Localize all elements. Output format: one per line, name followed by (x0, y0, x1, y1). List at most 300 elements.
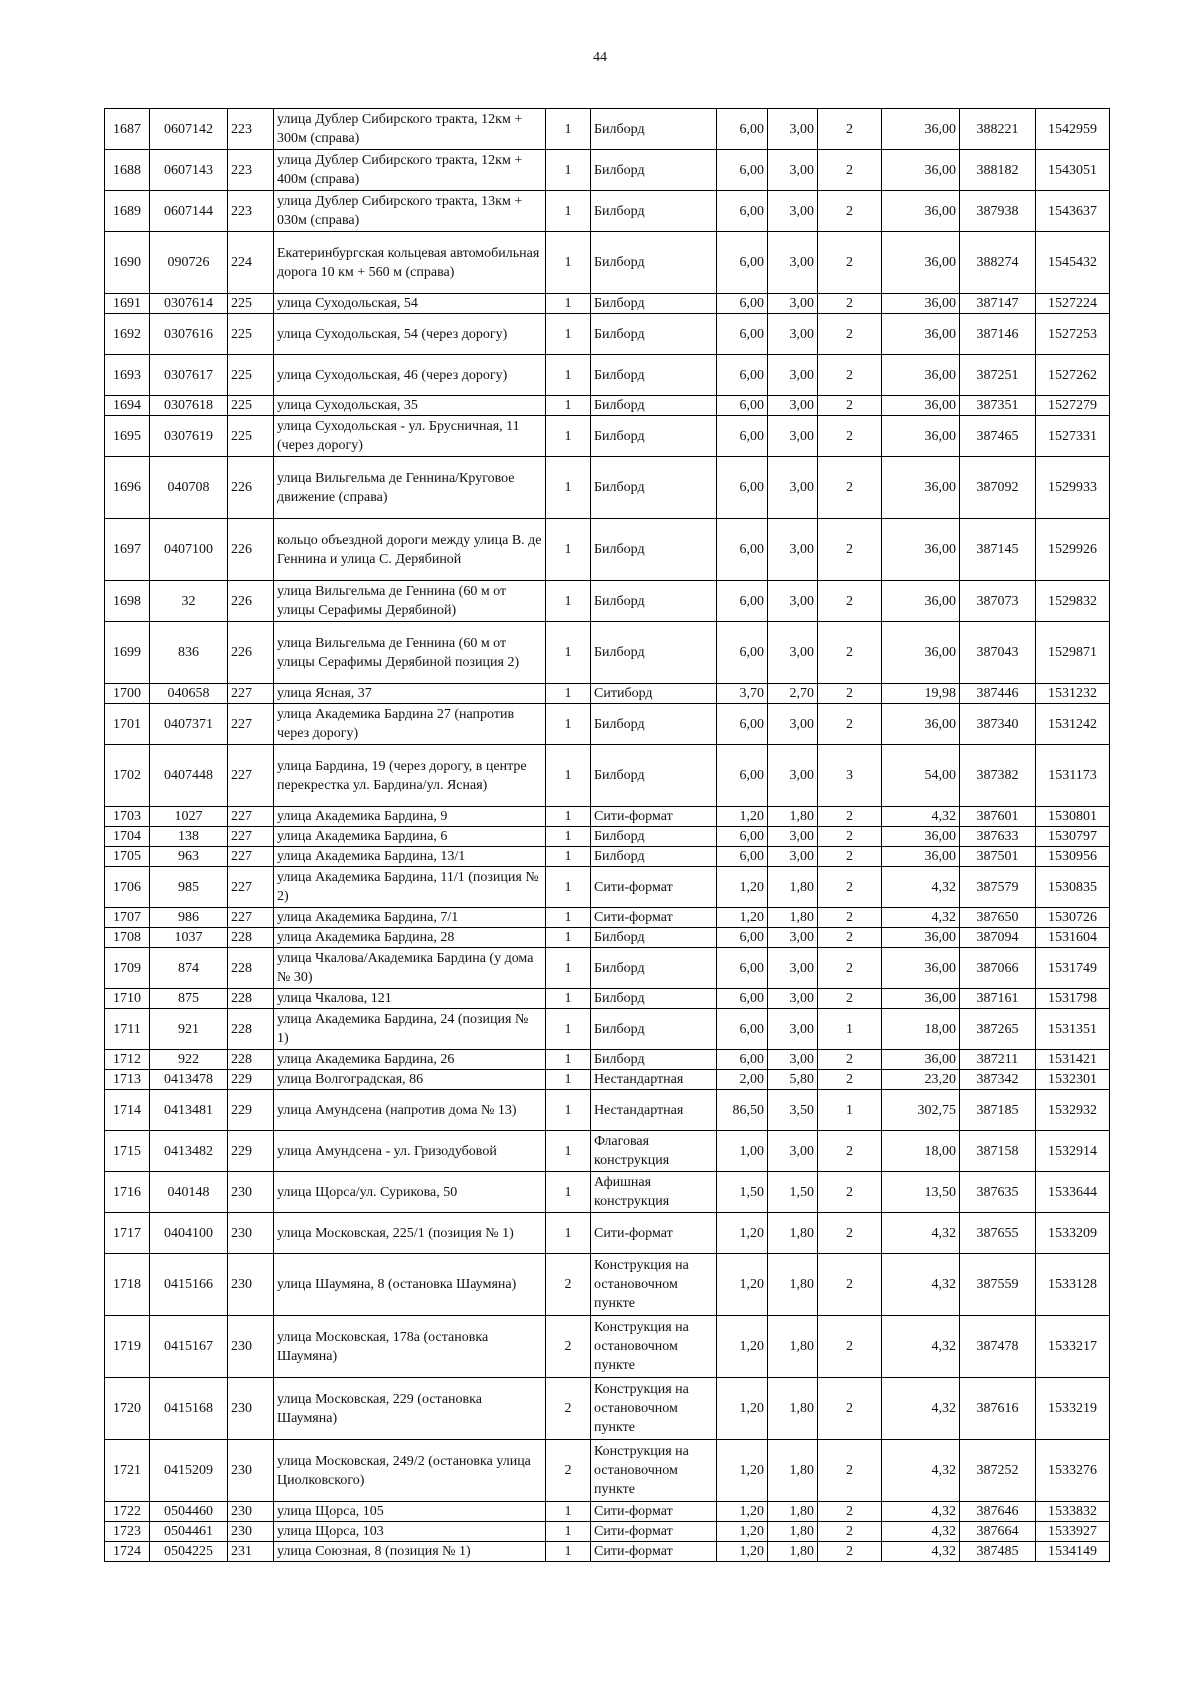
cell-construction-type: Билборд (591, 745, 717, 807)
cell-coord-x: 387265 (960, 1009, 1036, 1050)
cell-address: улица Суходольская - ул. Брусничная, 11 (через дорогу) (274, 416, 546, 457)
cell-construction-code: 138 (150, 827, 228, 847)
cell-width: 1,20 (717, 1542, 768, 1562)
cell-height: 1,80 (768, 908, 818, 928)
cell-coord-y: 1531173 (1036, 745, 1110, 807)
cell-coord-y: 1543051 (1036, 150, 1110, 191)
table-row (105, 191, 1110, 232)
cell-width: 6,00 (717, 1009, 768, 1050)
cell-sides-count: 1 (546, 191, 591, 232)
cell-faces-count: 2 (818, 948, 882, 989)
cell-construction-type: Конструкция на остановочном пункте (591, 1316, 717, 1378)
cell-coord-x: 387478 (960, 1316, 1036, 1378)
cell-coord-y: 1532914 (1036, 1131, 1110, 1172)
cell-construction-type: Конструкция на остановочном пункте (591, 1254, 717, 1316)
cell-width: 6,00 (717, 745, 768, 807)
cell-faces-count: 2 (818, 416, 882, 457)
cell-construction-code: 0407100 (150, 519, 228, 581)
cell-construction-type: Сити-формат (591, 1502, 717, 1522)
table-row (105, 827, 1110, 847)
cell-row-number: 1690 (105, 232, 150, 294)
cell-coord-y: 1530835 (1036, 867, 1110, 908)
cell-construction-code: 0413478 (150, 1070, 228, 1090)
cell-area: 36,00 (882, 704, 960, 745)
cell-faces-count: 2 (818, 191, 882, 232)
cell-area: 4,32 (882, 807, 960, 827)
cell-height: 1,80 (768, 1440, 818, 1502)
cell-address: улица Академика Бардина 27 (напротив через дорогу) (274, 704, 546, 745)
cell-row-number: 1716 (105, 1172, 150, 1213)
cell-sides-count: 2 (546, 1378, 591, 1440)
cell-height: 3,00 (768, 581, 818, 622)
cell-height: 3,00 (768, 1050, 818, 1070)
cell-address: улица Вильгельма де Геннина/Круговое движение (справа) (274, 457, 546, 519)
cell-sides-count: 1 (546, 704, 591, 745)
cell-height: 3,00 (768, 1009, 818, 1050)
table-row (105, 1254, 1110, 1316)
cell-address: Екатеринбургская кольцевая автомобильная дорога 10 км + 560 м (справа) (274, 232, 546, 294)
cell-width: 2,00 (717, 1070, 768, 1090)
cell-height: 2,70 (768, 684, 818, 704)
cell-zone-number: 230 (228, 1378, 274, 1440)
table-row (105, 745, 1110, 807)
cell-construction-code: 0607144 (150, 191, 228, 232)
cell-zone-number: 226 (228, 581, 274, 622)
cell-height: 1,80 (768, 1522, 818, 1542)
cell-coord-y: 1533128 (1036, 1254, 1110, 1316)
cell-construction-code: 922 (150, 1050, 228, 1070)
cell-address: улица Бардина, 19 (через дорогу, в центре перекрестка ул. Бардина/ул. Ясная) (274, 745, 546, 807)
cell-address: улица Академика Бардина, 26 (274, 1050, 546, 1070)
table-row (105, 622, 1110, 684)
cell-construction-code: 0307616 (150, 314, 228, 355)
cell-width: 6,00 (717, 704, 768, 745)
cell-coord-y: 1531351 (1036, 1009, 1110, 1050)
cell-coord-x: 387635 (960, 1172, 1036, 1213)
cell-construction-type: Билборд (591, 928, 717, 948)
cell-coord-y: 1529926 (1036, 519, 1110, 581)
cell-construction-code: 0415167 (150, 1316, 228, 1378)
table-row (105, 1090, 1110, 1131)
cell-sides-count: 1 (546, 989, 591, 1009)
cell-width: 6,00 (717, 847, 768, 867)
cell-height: 1,50 (768, 1172, 818, 1213)
cell-coord-y: 1527262 (1036, 355, 1110, 396)
cell-construction-code: 1027 (150, 807, 228, 827)
cell-faces-count: 2 (818, 867, 882, 908)
cell-width: 6,00 (717, 191, 768, 232)
cell-coord-x: 387146 (960, 314, 1036, 355)
cell-faces-count: 2 (818, 807, 882, 827)
cell-row-number: 1698 (105, 581, 150, 622)
cell-coord-y: 1527224 (1036, 294, 1110, 314)
cell-row-number: 1697 (105, 519, 150, 581)
cell-row-number: 1724 (105, 1542, 150, 1562)
cell-sides-count: 1 (546, 1522, 591, 1542)
cell-coord-y: 1533209 (1036, 1213, 1110, 1254)
cell-construction-code: 874 (150, 948, 228, 989)
cell-row-number: 1693 (105, 355, 150, 396)
cell-area: 36,00 (882, 827, 960, 847)
cell-coord-x: 387211 (960, 1050, 1036, 1070)
cell-row-number: 1717 (105, 1213, 150, 1254)
cell-coord-y: 1531232 (1036, 684, 1110, 704)
cell-coord-x: 387465 (960, 416, 1036, 457)
cell-area: 4,32 (882, 1254, 960, 1316)
cell-sides-count: 1 (546, 622, 591, 684)
cell-faces-count: 2 (818, 622, 882, 684)
cell-coord-x: 387650 (960, 908, 1036, 928)
cell-area: 4,32 (882, 1502, 960, 1522)
cell-row-number: 1708 (105, 928, 150, 948)
cell-address: улица Суходольская, 46 (через дорогу) (274, 355, 546, 396)
cell-width: 6,00 (717, 109, 768, 150)
cell-construction-code: 0504460 (150, 1502, 228, 1522)
cell-row-number: 1695 (105, 416, 150, 457)
cell-construction-code: 040708 (150, 457, 228, 519)
cell-construction-type: Билборд (591, 1050, 717, 1070)
cell-coord-y: 1530956 (1036, 847, 1110, 867)
cell-faces-count: 2 (818, 1542, 882, 1562)
cell-construction-code: 040148 (150, 1172, 228, 1213)
cell-height: 3,00 (768, 519, 818, 581)
cell-sides-count: 1 (546, 581, 591, 622)
cell-coord-y: 1533276 (1036, 1440, 1110, 1502)
table-row (105, 1070, 1110, 1090)
cell-width: 1,20 (717, 1440, 768, 1502)
cell-faces-count: 2 (818, 109, 882, 150)
cell-sides-count: 1 (546, 109, 591, 150)
cell-coord-y: 1533927 (1036, 1522, 1110, 1542)
cell-faces-count: 2 (818, 581, 882, 622)
cell-faces-count: 2 (818, 314, 882, 355)
cell-construction-code: 0307618 (150, 396, 228, 416)
cell-address: кольцо объездной дороги между улица В. де Геннина и улица С. Дерябиной (274, 519, 546, 581)
cell-coord-x: 387446 (960, 684, 1036, 704)
cell-faces-count: 2 (818, 1172, 882, 1213)
cell-zone-number: 229 (228, 1131, 274, 1172)
cell-construction-code: 0407371 (150, 704, 228, 745)
cell-row-number: 1712 (105, 1050, 150, 1070)
cell-faces-count: 2 (818, 1378, 882, 1440)
cell-coord-x: 387579 (960, 867, 1036, 908)
cell-coord-x: 387043 (960, 622, 1036, 684)
table-row (105, 519, 1110, 581)
cell-address: улица Академика Бардина, 6 (274, 827, 546, 847)
cell-width: 1,20 (717, 1316, 768, 1378)
cell-row-number: 1721 (105, 1440, 150, 1502)
cell-coord-x: 387342 (960, 1070, 1036, 1090)
cell-area: 36,00 (882, 150, 960, 191)
cell-zone-number: 230 (228, 1440, 274, 1502)
cell-address: улица Чкалова, 121 (274, 989, 546, 1009)
cell-zone-number: 228 (228, 948, 274, 989)
cell-zone-number: 225 (228, 416, 274, 457)
cell-coord-y: 1533217 (1036, 1316, 1110, 1378)
cell-sides-count: 1 (546, 1131, 591, 1172)
cell-area: 4,32 (882, 1316, 960, 1378)
cell-width: 6,00 (717, 519, 768, 581)
cell-width: 1,20 (717, 1502, 768, 1522)
register-table-body (105, 109, 1110, 1562)
cell-sides-count: 2 (546, 1316, 591, 1378)
cell-address: улица Амундсена - ул. Гризодубовой (274, 1131, 546, 1172)
cell-area: 36,00 (882, 948, 960, 989)
cell-height: 3,00 (768, 622, 818, 684)
cell-height: 3,00 (768, 704, 818, 745)
cell-sides-count: 1 (546, 416, 591, 457)
cell-height: 1,80 (768, 1213, 818, 1254)
cell-width: 6,00 (717, 232, 768, 294)
table-row (105, 1009, 1110, 1050)
cell-height: 1,80 (768, 1378, 818, 1440)
cell-row-number: 1692 (105, 314, 150, 355)
table-row (105, 109, 1110, 150)
cell-address: улица Дублер Сибирского тракта, 13км + 030м (справа) (274, 191, 546, 232)
cell-faces-count: 1 (818, 1090, 882, 1131)
cell-address: улица Академика Бардина, 28 (274, 928, 546, 948)
cell-zone-number: 227 (228, 704, 274, 745)
cell-width: 1,20 (717, 1254, 768, 1316)
cell-construction-code: 986 (150, 908, 228, 928)
cell-area: 302,75 (882, 1090, 960, 1131)
cell-faces-count: 2 (818, 150, 882, 191)
cell-construction-code: 0415209 (150, 1440, 228, 1502)
cell-address: улица Академика Бардина, 13/1 (274, 847, 546, 867)
cell-faces-count: 2 (818, 232, 882, 294)
cell-row-number: 1723 (105, 1522, 150, 1542)
cell-row-number: 1704 (105, 827, 150, 847)
cell-width: 86,50 (717, 1090, 768, 1131)
cell-faces-count: 2 (818, 1440, 882, 1502)
cell-coord-y: 1532301 (1036, 1070, 1110, 1090)
cell-faces-count: 2 (818, 1213, 882, 1254)
cell-area: 36,00 (882, 396, 960, 416)
cell-coord-y: 1532932 (1036, 1090, 1110, 1131)
cell-width: 1,50 (717, 1172, 768, 1213)
cell-sides-count: 2 (546, 1440, 591, 1502)
cell-height: 1,80 (768, 1542, 818, 1562)
cell-area: 36,00 (882, 989, 960, 1009)
cell-faces-count: 2 (818, 684, 882, 704)
cell-zone-number: 230 (228, 1502, 274, 1522)
table-row (105, 1131, 1110, 1172)
table-row (105, 396, 1110, 416)
cell-coord-y: 1533832 (1036, 1502, 1110, 1522)
cell-construction-code: 985 (150, 867, 228, 908)
table-row (105, 908, 1110, 928)
cell-area: 36,00 (882, 1050, 960, 1070)
cell-address: улица Вильгельма де Геннина (60 м от улицы Серафимы Дерябиной) (274, 581, 546, 622)
cell-construction-type: Конструкция на остановочном пункте (591, 1440, 717, 1502)
cell-row-number: 1718 (105, 1254, 150, 1316)
cell-zone-number: 227 (228, 684, 274, 704)
cell-faces-count: 3 (818, 745, 882, 807)
cell-row-number: 1720 (105, 1378, 150, 1440)
table-row (105, 704, 1110, 745)
cell-construction-type: Билборд (591, 847, 717, 867)
cell-area: 36,00 (882, 519, 960, 581)
cell-coord-x: 387073 (960, 581, 1036, 622)
cell-coord-x: 387601 (960, 807, 1036, 827)
cell-zone-number: 226 (228, 457, 274, 519)
cell-zone-number: 223 (228, 150, 274, 191)
cell-sides-count: 1 (546, 1070, 591, 1090)
cell-row-number: 1691 (105, 294, 150, 314)
cell-construction-type: Билборд (591, 519, 717, 581)
cell-width: 6,00 (717, 1050, 768, 1070)
cell-coord-x: 387559 (960, 1254, 1036, 1316)
cell-row-number: 1710 (105, 989, 150, 1009)
cell-row-number: 1700 (105, 684, 150, 704)
cell-construction-code: 0307614 (150, 294, 228, 314)
cell-sides-count: 1 (546, 867, 591, 908)
cell-height: 3,00 (768, 827, 818, 847)
cell-address: улица Чкалова/Академика Бардина (у дома № 30) (274, 948, 546, 989)
cell-row-number: 1696 (105, 457, 150, 519)
table-row (105, 314, 1110, 355)
cell-width: 6,00 (717, 294, 768, 314)
cell-area: 4,32 (882, 1378, 960, 1440)
cell-zone-number: 228 (228, 989, 274, 1009)
cell-faces-count: 2 (818, 1502, 882, 1522)
cell-zone-number: 225 (228, 294, 274, 314)
cell-sides-count: 1 (546, 314, 591, 355)
cell-coord-x: 387655 (960, 1213, 1036, 1254)
cell-row-number: 1714 (105, 1090, 150, 1131)
cell-width: 1,20 (717, 1378, 768, 1440)
cell-sides-count: 1 (546, 807, 591, 827)
cell-faces-count: 2 (818, 519, 882, 581)
cell-coord-x: 387066 (960, 948, 1036, 989)
cell-faces-count: 2 (818, 1131, 882, 1172)
cell-height: 3,00 (768, 294, 818, 314)
cell-address: улица Волгоградская, 86 (274, 1070, 546, 1090)
cell-row-number: 1689 (105, 191, 150, 232)
cell-height: 3,00 (768, 150, 818, 191)
cell-coord-y: 1543637 (1036, 191, 1110, 232)
cell-width: 1,20 (717, 908, 768, 928)
cell-coord-x: 387351 (960, 396, 1036, 416)
cell-coord-x: 387616 (960, 1378, 1036, 1440)
cell-coord-x: 387251 (960, 355, 1036, 396)
cell-sides-count: 1 (546, 355, 591, 396)
cell-faces-count: 2 (818, 457, 882, 519)
cell-construction-type: Билборд (591, 150, 717, 191)
cell-area: 36,00 (882, 847, 960, 867)
table-row (105, 355, 1110, 396)
table-row (105, 1213, 1110, 1254)
cell-coord-x: 387147 (960, 294, 1036, 314)
cell-zone-number: 225 (228, 314, 274, 355)
cell-zone-number: 229 (228, 1090, 274, 1131)
cell-zone-number: 229 (228, 1070, 274, 1090)
cell-zone-number: 227 (228, 807, 274, 827)
cell-coord-y: 1527279 (1036, 396, 1110, 416)
cell-height: 3,00 (768, 191, 818, 232)
cell-address: улица Ясная, 37 (274, 684, 546, 704)
cell-construction-code: 040658 (150, 684, 228, 704)
cell-coord-x: 388274 (960, 232, 1036, 294)
cell-coord-y: 1531604 (1036, 928, 1110, 948)
cell-coord-x: 387938 (960, 191, 1036, 232)
cell-construction-code: 0607142 (150, 109, 228, 150)
cell-address: улица Союзная, 8 (позиция № 1) (274, 1542, 546, 1562)
cell-area: 36,00 (882, 314, 960, 355)
table-row (105, 1502, 1110, 1522)
cell-address: улица Щорса, 105 (274, 1502, 546, 1522)
cell-height: 1,80 (768, 807, 818, 827)
cell-coord-y: 1529871 (1036, 622, 1110, 684)
cell-faces-count: 2 (818, 704, 882, 745)
cell-construction-type: Конструкция на остановочном пункте (591, 1378, 717, 1440)
cell-coord-x: 387158 (960, 1131, 1036, 1172)
cell-area: 4,32 (882, 1213, 960, 1254)
cell-coord-x: 387646 (960, 1502, 1036, 1522)
cell-area: 4,32 (882, 1542, 960, 1562)
cell-coord-y: 1527253 (1036, 314, 1110, 355)
cell-zone-number: 227 (228, 745, 274, 807)
cell-construction-type: Сити-формат (591, 807, 717, 827)
cell-row-number: 1701 (105, 704, 150, 745)
table-row (105, 684, 1110, 704)
cell-construction-code: 0307617 (150, 355, 228, 396)
cell-construction-type: Билборд (591, 622, 717, 684)
cell-sides-count: 1 (546, 948, 591, 989)
cell-height: 3,00 (768, 314, 818, 355)
cell-address: улица Щорса/ул. Сурикова, 50 (274, 1172, 546, 1213)
cell-construction-code: 0407448 (150, 745, 228, 807)
cell-coord-y: 1531798 (1036, 989, 1110, 1009)
table-row (105, 847, 1110, 867)
cell-construction-type: Билборд (591, 948, 717, 989)
cell-area: 19,98 (882, 684, 960, 704)
cell-coord-x: 387094 (960, 928, 1036, 948)
cell-sides-count: 1 (546, 908, 591, 928)
cell-coord-y: 1533219 (1036, 1378, 1110, 1440)
table-row (105, 1542, 1110, 1562)
cell-coord-x: 387145 (960, 519, 1036, 581)
cell-address: улица Московская, 178а (остановка Шаумяна) (274, 1316, 546, 1378)
cell-row-number: 1713 (105, 1070, 150, 1090)
cell-zone-number: 228 (228, 1050, 274, 1070)
cell-sides-count: 1 (546, 1502, 591, 1522)
table-row (105, 457, 1110, 519)
cell-zone-number: 227 (228, 908, 274, 928)
cell-construction-code: 0413481 (150, 1090, 228, 1131)
cell-construction-type: Сити-формат (591, 1213, 717, 1254)
cell-coord-x: 388221 (960, 109, 1036, 150)
cell-construction-code: 0504461 (150, 1522, 228, 1542)
cell-faces-count: 2 (818, 1316, 882, 1378)
cell-row-number: 1709 (105, 948, 150, 989)
cell-row-number: 1694 (105, 396, 150, 416)
cell-coord-x: 387161 (960, 989, 1036, 1009)
cell-row-number: 1687 (105, 109, 150, 150)
cell-width: 6,00 (717, 150, 768, 191)
table-row (105, 416, 1110, 457)
table-row (105, 150, 1110, 191)
cell-sides-count: 2 (546, 1254, 591, 1316)
cell-construction-code: 836 (150, 622, 228, 684)
cell-faces-count: 2 (818, 989, 882, 1009)
cell-width: 6,00 (717, 396, 768, 416)
cell-area: 4,32 (882, 1522, 960, 1542)
cell-zone-number: 227 (228, 827, 274, 847)
cell-sides-count: 1 (546, 1009, 591, 1050)
cell-coord-y: 1530726 (1036, 908, 1110, 928)
cell-construction-code: 0607143 (150, 150, 228, 191)
